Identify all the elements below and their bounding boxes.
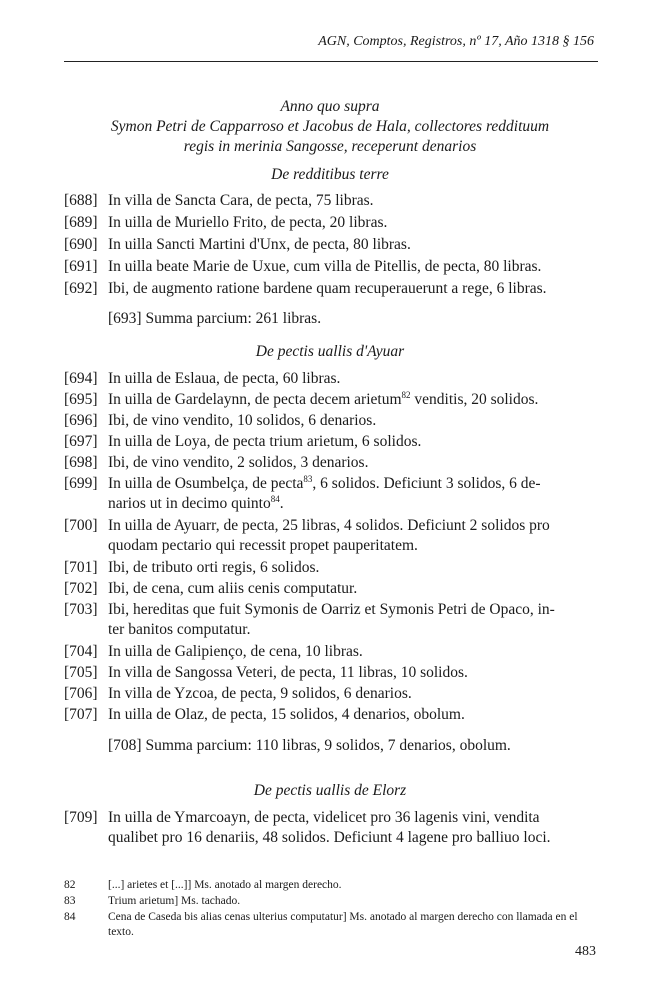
- entry-691: [691] In uilla beate Marie de Uxue, cum villa de Pitellis, de pecta, 80 libras.: [64, 258, 542, 275]
- footnote-ref-83: 83: [303, 474, 313, 484]
- entry-701: [701] Ibi, de tributo orti regis, 6 solidos.: [64, 559, 320, 576]
- section-title-ayuar: De pectis uallis d'Ayuar: [255, 343, 405, 360]
- footnote-83: 83 Trium arietum] Ms. tachado.: [64, 895, 241, 907]
- entry-705: [705] In villa de Sangossa Veteri, de pecta, 11 libras, 10 solidos.: [64, 664, 468, 681]
- entry-689: [689] In uilla de Muriello Frito, de pecta, 20 libras.: [64, 214, 388, 231]
- footnote-ref-84: 84: [270, 494, 280, 504]
- entry-709: [709] In uilla de Ymarcoayn, de pecta, videlicet pro 36 lagenis vini, vendita qualibet pro 16 denariis, 48 solidos. Deficiunt 4 lagene pro balliuo loci.: [64, 809, 551, 846]
- entry-694: [694] In uilla de Eslaua, de pecta, 60 libras.: [64, 370, 341, 387]
- entry-696: [696] Ibi, de vino vendito, 10 solidos, 6 denarios.: [64, 412, 377, 429]
- entry-707: [707] In uilla de Olaz, de pecta, 15 solidos, 4 denarios, obolum.: [64, 706, 465, 723]
- running-header: AGN, Comptos, Registros, nº 17, Año 1318 § 156: [318, 34, 594, 49]
- entry-699: [699] In uilla de Osumbelça, de pecta$^{83}$, 6 solidos. Deficiunt 3 solidos, 6 de- narios ut in decimo quinto$^{84}$.: [64, 474, 541, 512]
- entry-700: [700] In uilla de Ayuarr, de pecta, 25 libras, 4 solidos. Deficiunt 2 solidos pro quodam pectario qui recessit propet pauperitatem.: [64, 517, 550, 554]
- sum-708: [708] Summa parcium: 110 libras, 9 solidos, 7 denarios, obolum.: [108, 737, 511, 754]
- footnote-82: 82 [...] arietes et [...]] Ms. anotado al margen derecho.: [64, 879, 342, 891]
- heading-anno: Anno quo supra: [280, 98, 380, 115]
- entry-692: [692] Ibi, de augmento ratione bardene quam recuperauerunt a rege, 6 libras.: [64, 280, 547, 297]
- header-rule: [64, 61, 598, 62]
- entry-690: [690] In uilla Sancti Martini d'Unx, de pecta, 80 libras.: [64, 236, 411, 253]
- heading-collectors-cont: regis in merinia Sangosse, receperunt denarios: [183, 138, 477, 155]
- entry-703: [703] Ibi, hereditas que fuit Symonis de Oarriz et Symonis Petri de Opaco, in- ter banitos computatur.: [64, 601, 555, 638]
- entry-695: [695] In uilla de Gardelaynn, de pecta decem arietum$^{82}$ venditis, 20 solidos.: [64, 390, 539, 408]
- footnote-84: 84 Cena de Caseda bis alias cenas ulterius computatur] Ms. anotado al margen derecho con llamada en el texto.: [64, 911, 578, 938]
- entry-698: [698] Ibi, de vino vendito, 2 solidos, 3 denarios.: [64, 454, 369, 471]
- entry-706: [706] In villa de Yzcoa, de pecta, 9 solidos, 6 denarios.: [64, 685, 412, 702]
- page-number: 483: [575, 944, 596, 959]
- sum-693: [693] Summa parcium: 261 libras.: [108, 310, 322, 327]
- entry-704: [704] In uilla de Galipienço, de cena, 10 libras.: [64, 643, 363, 660]
- entry-697: [697] In uilla de Loya, de pecta trium arietum, 6 solidos.: [64, 433, 422, 450]
- entry-702: [702] Ibi, de cena, cum aliis cenis computatur.: [64, 580, 358, 597]
- entry-688: [688] In villa de Sancta Cara, de pecta, 75 libras.: [64, 192, 374, 209]
- section-title-redditibus: De redditibus terre: [271, 166, 389, 183]
- section-title-elorz: De pectis uallis de Elorz: [253, 782, 407, 799]
- heading-collectors: Symon Petri de Capparroso et Jacobus de Hala, collectores reddituum: [110, 118, 550, 135]
- footnote-ref-82: 82: [401, 390, 411, 400]
